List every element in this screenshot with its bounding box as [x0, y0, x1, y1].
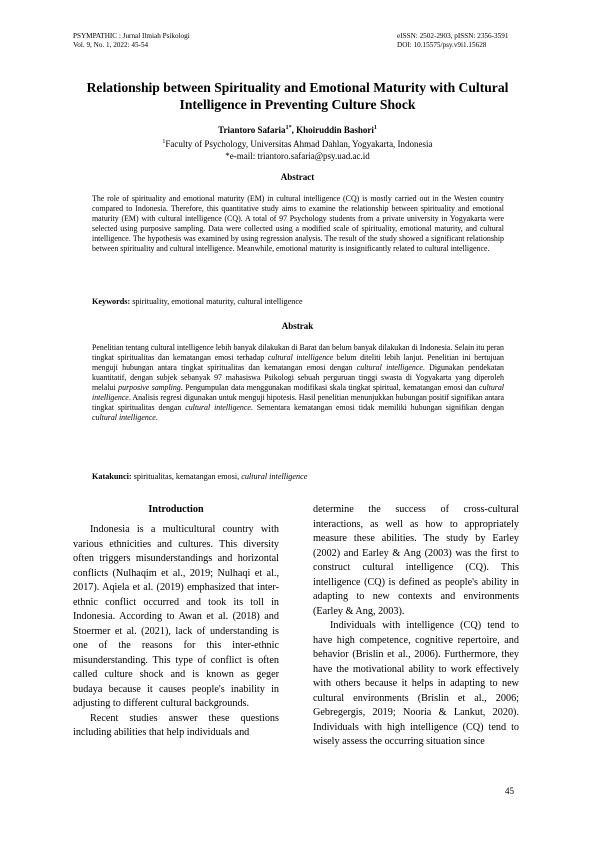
author-name-1: Triantoro Safaria [218, 125, 286, 135]
journal-name: PSYMPATHIC : Jurnal Ilmiah Psikologi [73, 32, 190, 40]
abstract-heading: Abstract [280, 172, 315, 182]
author-2-superscript: 1 [373, 125, 377, 131]
page-number: 45 [505, 786, 514, 796]
abstrak-text [92, 343, 504, 423]
abstrak-part-5: . Analisis regresi digunakan untuk menguji hipotesis. Hasil penelitian menunjukkan hubungan positif signifikan antara tingkat spiritualitas dengan [92, 393, 504, 413]
abstrak-italic-3: purposive sampling [118, 383, 181, 393]
journal-header-left [73, 32, 190, 50]
journal-issn: eISSN: 2502-2903, pISSN: 2356-3591 [397, 32, 509, 40]
abstrak-part-1: Penelitian tentang cultural intelligence lebih banyak dilakukan di Barat dan belum banyak dilakukan di Indonesia. Selain itu peran tingkat spiritualitas dan kematangan emosi terhadap [92, 343, 504, 363]
intro-paragraph-1: Indonesia is a multicultural country with various ethnicities and cultures. This diversity often triggers misunderstandings and horizontal conflicts (Nulhaqim et al., 2019; Nulhaqi et al., 2017). Aqiela et al. (2019) emphasized that inter-ethnic conflict occurred and took its toll in Indonesia. According to Awan et al. (2018) and Stoermer et al. (2021), lack of understanding is one of the reasons for this inter-ethnic misunderstanding. This type of conflict is often called culture shock and is known as geger budaya because it causes people's inability in adjusting to different cultural backgrounds. [73, 524, 279, 709]
katakunci-line [92, 472, 504, 481]
body-column-left [73, 503, 279, 741]
keywords-label: Keywords: [92, 297, 131, 306]
author-1-superscript: 1* [285, 125, 292, 131]
abstrak-part-6: . Sementara kematangan emosi tidak memiliki hubungan signifikan dengan [250, 403, 505, 413]
abstrak-italic-5: cultural intelligence [185, 403, 251, 413]
intro-paragraph-4: Individuals with intelligence (CQ) tend to have high competence, cognitive repertoire, and behavior (Brislin et al., 2006). Furthermore, they have the motivational ability to work effectively with others because it helps in adapting to new cultural environments (Brislin et al., 2006; Gebregergis, 2019; Nooria & Lankut, 2020). Individuals with high intelligence (CQ) tend to wisely assess the occurring situation since [313, 620, 519, 747]
journal-header-right [397, 32, 508, 50]
katakunci-text: spiritualitas, kematangan emosi, [133, 472, 242, 481]
affiliation-superscript: 1 [162, 139, 166, 145]
katakunci-label: Katakunci: [92, 472, 132, 481]
abstrak-heading: Abstrak [281, 321, 314, 331]
abstract-text: The role of spirituality and emotional maturity (EM) in cultural intelligence (CQ) is mostly carried out in the Westen country compared to Indonesia. Therefore, this quantitative study aims to examine the relationship between spirituality and emotional maturity (EM) with cultural intelligence (CQ). A total of 97 Psychology students from a private university in Yogyakarta were selected using purposive sampling. Data were collected using a modified scale of spirituality, emotional maturity, and cultural intelligence. The hypothesis was examined by using regression analysis. The result of the study showed a significant relationship between spirituality and cultural intelligence. Meanwhile, emotional maturity is insignificantly related to cultural intelligence. [92, 194, 504, 254]
intro-paragraph-2: Recent studies answer these questions including abilities that help individuals and [73, 712, 279, 738]
keywords-text: spirituality, emotional maturity, cultural intelligence [132, 297, 303, 306]
abstrak-italic-4: cultural intelligence [92, 383, 505, 403]
author-block [60, 122, 535, 162]
journal-volume: Vol. 9, No. 1, 2022: 45-54 [73, 41, 149, 49]
author-names [60, 122, 535, 136]
author-email: *e-mail: triantoro.safaria@psy.uad.ac.id [225, 151, 370, 161]
intro-paragraph-3: determine the success of cross-cultural interactions, as well as how to appropriately measure these abilities. The study by Earley (2002) and Earley & Ang (2003) was the first to construct cultural intelligence (CQ). This intelligence (CQ) is defined as people's ability in adapting to new contexts and environments (Earley & Ang, 2003). [313, 504, 519, 617]
author-affiliation [60, 136, 535, 150]
abstrak-italic-1: cultural intelligence [267, 353, 334, 363]
author-name-2: , Khoiruddin Bashori [291, 125, 374, 135]
abstrak-part-3: . Digunakan pendekatan kuantitatif, dengan subjek sebanyak 97 mahasiswa Psikologi sebuah perguruan tinggi swasta di Yogyakarta yang diperoleh melalui [92, 363, 505, 393]
paper-title: Relationship between Spirituality and Emotional Maturity with Cultural Intelligence in Preventing Culture Shock [86, 80, 509, 112]
body-column-right [313, 503, 519, 750]
abstrak-part-7: . [155, 413, 158, 423]
abstrak-part-4: . Pengumpulan data menggunakan modifikasi skala tingkat spiritual, kematangan emosi dan [180, 383, 480, 393]
keywords-line [92, 297, 504, 306]
introduction-heading: Introduction [148, 504, 204, 515]
abstrak-italic-6: cultural intelligence [92, 413, 156, 423]
katakunci-italic: cultural intelligence [241, 472, 308, 481]
abstrak-part-2: belum diteliti lebih lanjut. Penelitian ini bertujuan menguji hubungan antara tingkat spiritualitas dan kematangan emosi dengan [92, 353, 505, 373]
journal-doi: DOI: 10.15575/psy.v9i1.15628 [397, 41, 487, 49]
abstrak-italic-2: cultural intelligence [356, 363, 423, 373]
affiliation-text: Faculty of Psychology, Universitas Ahmad Dahlan, Yogyakarta, Indonesia [165, 139, 433, 149]
